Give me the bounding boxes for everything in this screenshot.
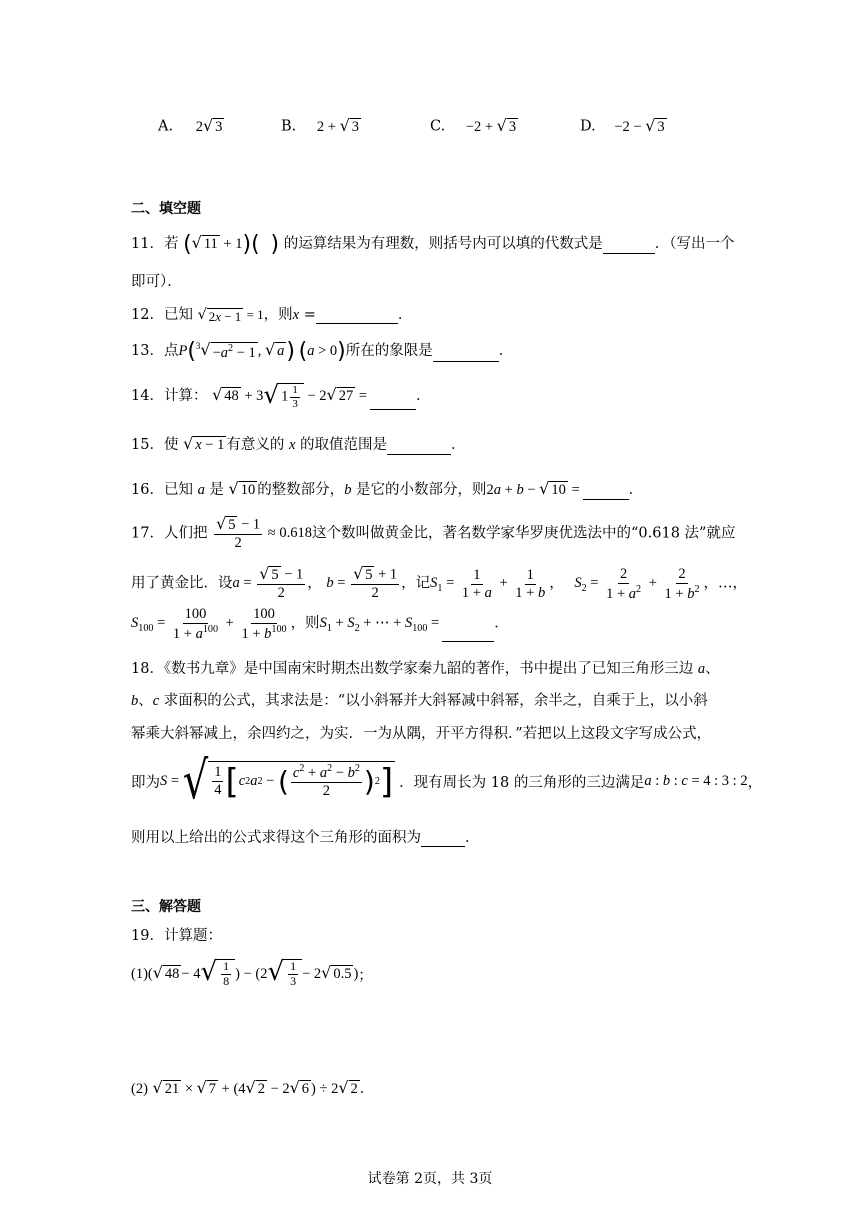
q15-text-post: ． bbox=[451, 437, 466, 453]
option-b-letter: B. bbox=[281, 118, 297, 135]
q13-text-mid: 所在的象限是 bbox=[345, 343, 433, 359]
q17-answer-blank bbox=[442, 627, 494, 642]
q18-text-l4post: ， bbox=[747, 774, 763, 791]
q13-answer-blank bbox=[433, 347, 499, 362]
q11-line2: 即可）． bbox=[131, 274, 182, 290]
q15-text-mid2: 的取值范围是 bbox=[300, 437, 387, 453]
question-17 bbox=[131, 516, 735, 552]
option-c-letter: C. bbox=[430, 118, 446, 135]
q15-text-pre: 使 bbox=[163, 437, 179, 453]
q14-expression: √ 48 + 3 √ 1 $\frac{1}{3}$ − 2 √ 27 = bbox=[212, 380, 368, 410]
q11-number: 11． bbox=[131, 236, 164, 252]
q11-text-post: ．（写出一个 bbox=[654, 236, 735, 252]
option-a-value: 2 √ 3 bbox=[195, 116, 223, 135]
q18-text-l4mid: ．现有周长为 18 的三角形的三边满足 bbox=[399, 774, 645, 791]
q12-number: 12． bbox=[131, 307, 164, 323]
q13-text-pre: 点 bbox=[163, 343, 179, 359]
option-d-letter: D. bbox=[580, 118, 596, 135]
q12-text-pre: 已知 bbox=[163, 307, 193, 323]
q18-line3: 幂乘大斜幂减上，余四约之，为实．一为从隅，开平方得积．”若把以上这段文字写成公式， bbox=[131, 726, 712, 742]
q17-def-s1: $S_1$ = $\frac{1}{1 + a}$ + $\frac{1}{1 + b}$ bbox=[430, 566, 546, 601]
q18-var-b: b bbox=[131, 693, 139, 709]
q16-text-mid2: 的整数部分， bbox=[257, 482, 345, 498]
q16-text-pre: 已知 bbox=[163, 482, 193, 498]
q18-line4 bbox=[131, 752, 762, 810]
q15-number: 15． bbox=[131, 437, 164, 453]
page-footer: 试卷第 2页，共 3页 bbox=[367, 1171, 493, 1187]
q17-def-s100: $S_{100}$ = $\frac{100}{1 + a^{100}}$ + $\frac{100}{1 + b^{100}}$ bbox=[131, 606, 287, 642]
q17-text-l2post: ，…， bbox=[703, 575, 748, 592]
q11-text-pre: 若 bbox=[163, 236, 179, 252]
q17-text-l2pre: 用了黄金比．设 bbox=[131, 575, 233, 592]
q15-expression: √ x − 1 bbox=[183, 434, 225, 454]
q18-var-a: a bbox=[697, 661, 706, 677]
section-heading-fill-in: 二、填空题 bbox=[131, 201, 201, 217]
q17-sep3: ， bbox=[549, 575, 564, 592]
q14-text-pre: 计算： bbox=[163, 387, 208, 404]
q19-part1 bbox=[131, 954, 373, 994]
q17-text-l1pre: 人们把 bbox=[163, 525, 208, 542]
question-16 bbox=[131, 478, 643, 500]
q17-text-l1post: 这个数叫做黄金比，著名数学家华罗庚优选法中的“0.618 法”就应 bbox=[312, 525, 736, 542]
q12-answer-blank bbox=[316, 309, 398, 324]
q11-answer-blank bbox=[603, 239, 655, 254]
q17-def-b: b = √ 5 + 1 2 bbox=[326, 564, 398, 602]
q16-expression: 2a + b − √ 10 = bbox=[486, 479, 580, 499]
q17-line3 bbox=[131, 606, 509, 642]
q14-answer-blank bbox=[370, 395, 416, 410]
q18-line5 bbox=[131, 826, 480, 847]
option-d bbox=[580, 118, 667, 136]
q19-part2 bbox=[131, 1077, 374, 1099]
q16-text-post: ． bbox=[628, 482, 644, 498]
question-19 bbox=[131, 924, 222, 945]
q19-title: 计算题： bbox=[163, 928, 222, 944]
q13-point: P($^3$ √ $-a^2 - 1$ , √ a ) (a > 0) bbox=[178, 339, 346, 364]
q16-sqrt10: √ 10 bbox=[228, 479, 256, 499]
q19-part1-expression: ( √ 48 − 4 √ $\frac{1}{8}$ ) − (2 √ $\frac{1}{3}$ − 2 √ 0.5 ) bbox=[147, 957, 359, 988]
q19-part2-post: ． bbox=[359, 1081, 375, 1097]
q11-expression: ( √ 11 + 1)( ) bbox=[183, 232, 280, 257]
q17-line2 bbox=[131, 566, 747, 602]
q12-equation: √ 2x − 1 = 1 bbox=[197, 306, 264, 324]
q17-sep2: ，记 bbox=[401, 575, 431, 592]
q15-answer-blank bbox=[387, 440, 451, 455]
q18-text-l4pre: 即为 bbox=[131, 774, 160, 791]
question-13 bbox=[131, 339, 513, 362]
q12-text-post: ． bbox=[397, 307, 413, 323]
q16-text-mid3: 是它的小数部分，则 bbox=[356, 482, 487, 498]
q13-text-post: ． bbox=[498, 343, 514, 359]
q17-sep1: ， bbox=[307, 575, 322, 592]
option-b-value: 2 + √ 3 bbox=[316, 116, 359, 135]
q16-text-mid1: 是 bbox=[209, 482, 224, 498]
q17-text-l3mid: ，则 bbox=[290, 615, 320, 632]
option-a-letter: A. bbox=[158, 118, 174, 135]
option-b bbox=[281, 118, 361, 136]
question-12: 12．已知 √ 2x − 1 = 1，则x = ． bbox=[131, 306, 413, 324]
q15-variable: x bbox=[288, 437, 296, 453]
q18-line2-wrap: b、c 求面积的公式，其求法是：“以小斜幂并大斜幂减中斜幂，余半之，自乘于上，以小斜 bbox=[131, 693, 708, 709]
q17-number: 17． bbox=[131, 525, 164, 542]
question-11 bbox=[131, 232, 735, 257]
q18-line2: 求面积的公式，其求法是：“以小斜幂并大斜幂减中斜幂，余半之，自乘于上，以小斜 bbox=[163, 693, 708, 709]
q19-part2-expression: √ 21 × √ 7 + (4 √ 2 − 2 √ 6 ) ÷ 2 √ 2 bbox=[152, 1078, 358, 1098]
q16-number: 16． bbox=[131, 482, 164, 498]
q18-ratio: a : b : c = 4 : 3 : 2 bbox=[644, 772, 748, 789]
q17-text-l3post: ． bbox=[494, 615, 509, 632]
q15-text-mid: 有意义的 bbox=[226, 437, 285, 453]
q12-text-mid: ，则 bbox=[263, 307, 293, 323]
question-14 bbox=[131, 380, 431, 410]
q17-golden-ratio: √ 5 − 1 2 ≈ 0.618 bbox=[216, 514, 312, 552]
q19-part1-label: (1) bbox=[131, 965, 148, 982]
q13-number: 13． bbox=[131, 343, 164, 359]
q14-text-post: ． bbox=[416, 387, 431, 404]
q18-number: 18． bbox=[131, 661, 164, 677]
q18-text-l5: 则用以上给出的公式求得这个三角形的面积为 bbox=[131, 830, 421, 846]
q16-var-b: b bbox=[344, 482, 352, 498]
q18-answer-blank bbox=[421, 832, 465, 847]
q18-text-l5post: ． bbox=[465, 830, 480, 846]
q19-part1-post: ； bbox=[358, 967, 373, 984]
q18-var-c: c bbox=[152, 693, 160, 709]
q14-number: 14． bbox=[131, 387, 164, 404]
q17-sum: $S_1 + S_2$ + ⋯ + $S_{100}$ = bbox=[319, 615, 440, 635]
q16-answer-blank bbox=[583, 485, 629, 500]
q17-def-s2: $S_2$ = $\frac{2}{1 + a^2}$ + $\frac{2}{1 + b^2}$ bbox=[574, 566, 700, 602]
question-15 bbox=[131, 433, 466, 455]
q19-number: 19． bbox=[131, 928, 164, 944]
q12-variable: x bbox=[292, 307, 300, 323]
q18-formula: S = √ $\frac{1}{4}$ [ c 2 a 2 − ( $\frac{c^2 + a^2 - b^2}{2}$ ) 2 ] bbox=[160, 751, 394, 811]
q17-def-a: a = √ 5 − 1 2 bbox=[232, 564, 304, 602]
q11-text-mid: 的运算结果为有理数，则括号内可以填的代数式是 bbox=[283, 236, 603, 252]
option-d-value: −2 − √ 3 bbox=[614, 116, 665, 135]
option-a bbox=[158, 118, 224, 136]
option-c bbox=[430, 118, 518, 136]
q16-var-a: a bbox=[197, 482, 205, 498]
q19-part2-label: (2) bbox=[131, 1081, 148, 1097]
section-heading-solve: 三、解答题 bbox=[131, 899, 201, 915]
q18-line1: 《数书九章》是中国南宋时期杰出数学家秦九韶的著作，书中提出了已知三角形三边 bbox=[163, 661, 694, 677]
question-18: 18．《数书九章》是中国南宋时期杰出数学家秦九韶的著作，书中提出了已知三角形三边 a、 bbox=[131, 661, 720, 677]
option-c-value: −2 + √ 3 bbox=[465, 116, 517, 135]
